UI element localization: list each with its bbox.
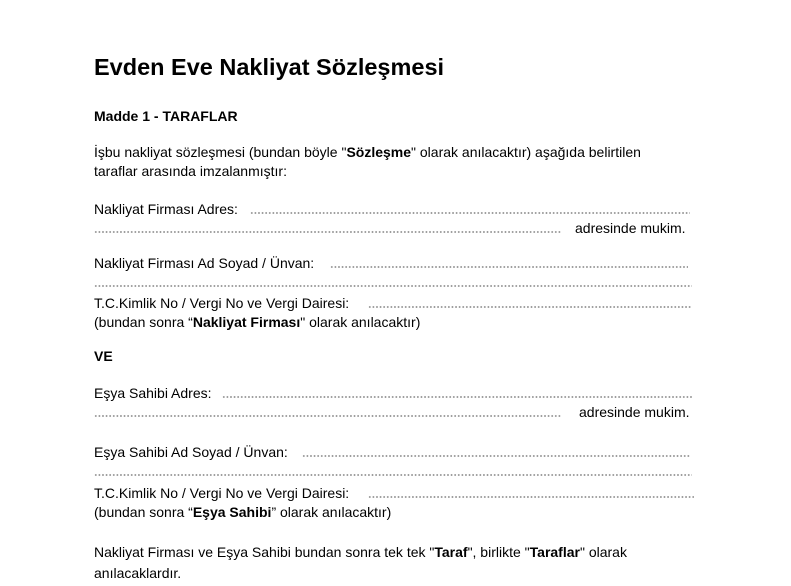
owner-address-fill-line-2 <box>94 415 562 417</box>
closing-line-1 <box>94 543 627 561</box>
owner-address-suffix: adresinde mukim. <box>579 404 690 420</box>
document-title: Evden Eve Nakliyat Sözleşmesi <box>94 54 445 80</box>
closing-text-2: ", birlikte " <box>467 544 530 560</box>
section-heading: Madde 1 - TARAFLAR <box>94 108 238 124</box>
owner-alias-text: (bundan sonra “ <box>94 504 193 520</box>
intro-line-2: taraflar arasında imzalanmıştır: <box>94 163 287 179</box>
carrier-address-suffix: adresinde mukim. <box>575 220 686 236</box>
and-separator: VE <box>94 348 113 364</box>
carrier-address-fill-line-1 <box>250 212 690 214</box>
owner-address-label: Eşya Sahibi Adres: <box>94 385 212 401</box>
owner-alias-text-2: ” olarak anılacaktır) <box>271 504 392 520</box>
carrier-name-fill-line-2 <box>94 285 692 287</box>
closing-text-1: Nakliyat Firması ve Eşya Sahibi bundan sonra tek tek " <box>94 544 435 560</box>
owner-name-label: Eşya Sahibi Ad Soyad / Ünvan: <box>94 444 288 460</box>
owner-alias <box>94 503 391 521</box>
intro-text: İşbu nakliyat sözleşmesi (bundan böyle " <box>94 144 347 160</box>
carrier-alias-text: (bundan sonra “ <box>94 314 193 330</box>
owner-address-fill-line-1 <box>222 396 692 398</box>
closing-bold-taraflar: Taraflar <box>529 544 580 560</box>
owner-name-fill-line-1 <box>302 455 690 457</box>
owner-id-label: T.C.Kimlik No / Vergi No ve Vergi Dairesi: <box>94 485 350 501</box>
carrier-name-label: Nakliyat Firması Ad Soyad / Ünvan: <box>94 255 315 271</box>
carrier-alias-bold: Nakliyat Firması <box>192 314 301 330</box>
carrier-address-fill-line-2 <box>94 231 562 233</box>
owner-id-fill-line <box>368 496 694 498</box>
carrier-address-label: Nakliyat Firması Adres: <box>94 201 238 217</box>
closing-text-3: " olarak <box>579 544 627 560</box>
intro-line-1 <box>94 143 641 161</box>
owner-alias-bold: Eşya Sahibi <box>192 504 272 520</box>
closing-bold-taraf: Taraf <box>434 544 468 560</box>
owner-name-fill-line-2 <box>94 474 692 476</box>
closing-line-2: anılacaklardır. <box>94 565 182 581</box>
carrier-id-label: T.C.Kimlik No / Vergi No ve Vergi Dairesi: <box>94 295 350 311</box>
carrier-alias <box>94 313 420 331</box>
carrier-name-fill-line-1 <box>330 266 688 268</box>
intro-bold-term: Sözleşme <box>346 144 412 160</box>
carrier-id-fill-line <box>368 306 692 308</box>
carrier-alias-text-2: " olarak anılacaktır) <box>300 314 421 330</box>
intro-text-2: " olarak anılacaktır) aşağıda belirtilen <box>411 144 641 160</box>
